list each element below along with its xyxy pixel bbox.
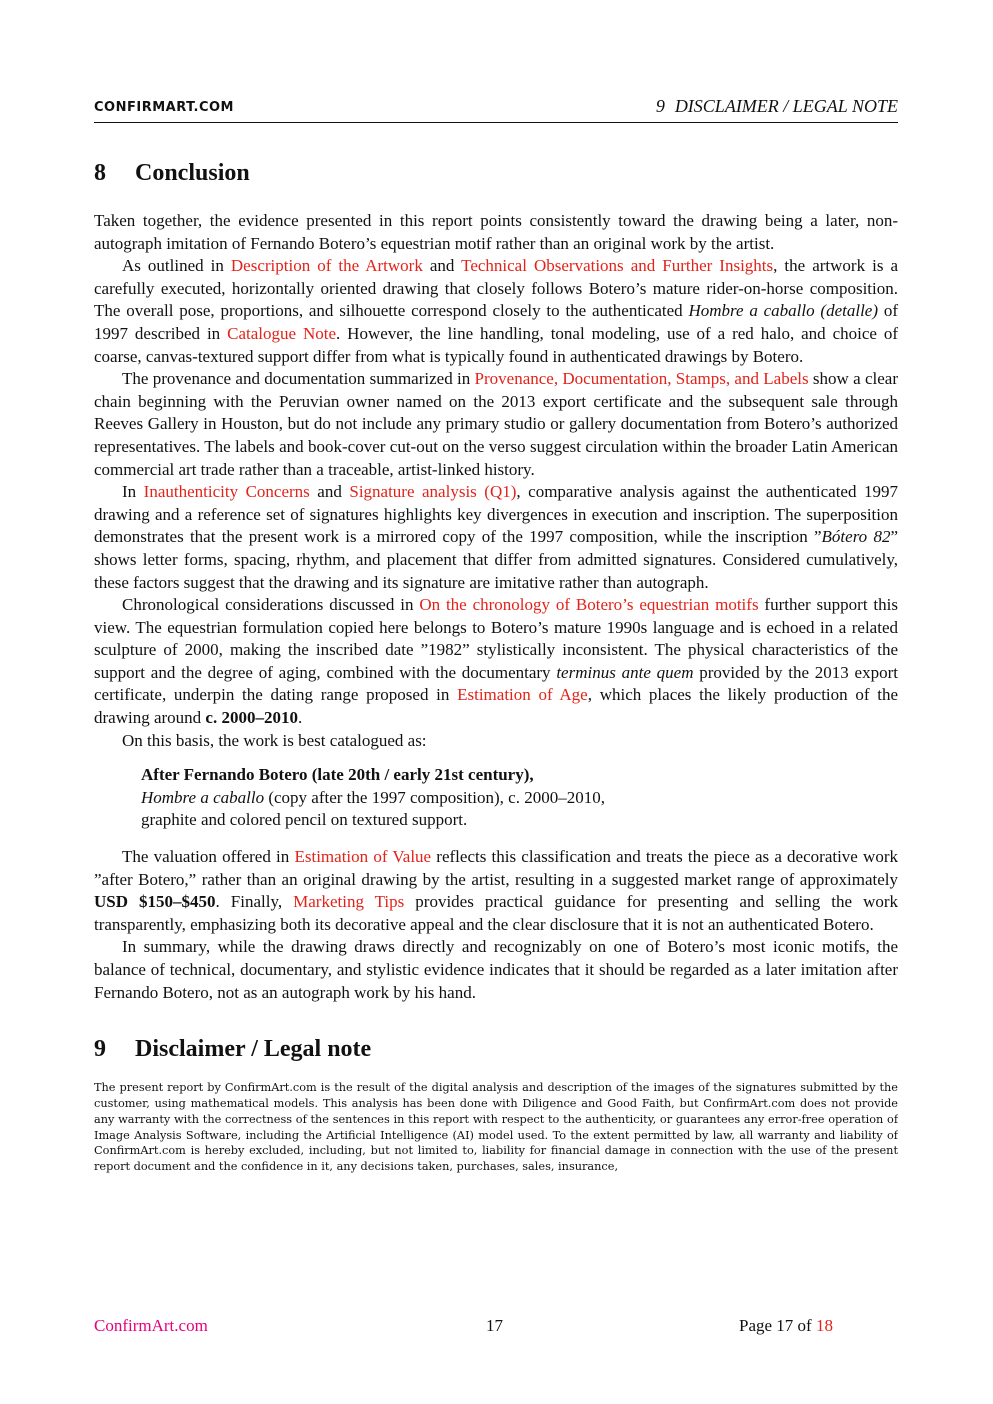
main-content <box>94 158 898 1174</box>
text-run: In <box>122 482 144 502</box>
text-run: of 1997 described in <box>94 301 898 343</box>
text-run: ” shows letter forms, spacing, rhythm, and placement that differ from admitted signatures. Considered cumulatively, these factors suggest that the drawing and its signature are imitative rather than autograph. <box>94 527 898 592</box>
footer-page-of <box>739 1316 833 1336</box>
link-marketing-tips[interactable]: Marketing Tips <box>293 892 405 912</box>
header-section-number: 9 <box>655 96 665 116</box>
catalogue-entry <box>141 764 898 832</box>
text-run: Chronological considerations discussed in <box>122 595 420 615</box>
disclaimer-text: The present report by ConfirmArt.com is the result of the digital analysis and description of the images of the signatures submitted by the customer, using mathematical models. This analysis has been done with Diligence and Good Faith, but ConfirmArt.com does not provide any warranty with the correctness of the sentences in this report with respect to the authenticity, or guarantees any error-free operation of Image Analysis Software, including the Artificial Intelligence (AI) model used. To the extent permitted by law, all warranty and liability of ConfirmArt.com is hereby excluded, including, but not limited to, liability for financial damage in connection with the use of the present report document and the confidence in it, any decisions taken, purchases, sales, insurance, <box>94 1081 898 1174</box>
text-run: Page 17 of <box>739 1316 816 1335</box>
catalogue-line-1: After Fernando Botero (late 20th / early 21st century), <box>141 765 534 785</box>
running-header <box>94 96 898 123</box>
section-8-title: Conclusion <box>135 160 250 186</box>
paragraph-5 <box>94 594 898 730</box>
text-run: and <box>422 256 462 276</box>
section-9-number: 9 <box>94 1036 106 1063</box>
text-run: . Finally, <box>215 892 294 912</box>
link-technical-observations[interactable]: Technical Observations and Further Insights <box>461 256 774 276</box>
italic-inscription: Bótero 82 <box>821 527 891 547</box>
text-run: provides practical guidance for presenting and selling the work transparently, emphasizing both its decorative appeal and the clear disclosure that it is not an authenticated Botero. <box>94 892 899 934</box>
catalogue-line-3: graphite and colored pencil on textured support. <box>141 810 468 830</box>
link-signature-analysis[interactable]: Signature analysis (Q1) <box>349 482 517 502</box>
italic-term: terminus ante quem <box>556 662 694 682</box>
section-9-title: Disclaimer / Legal note <box>135 1036 372 1063</box>
footer-total-pages-link[interactable]: 18 <box>815 1316 833 1335</box>
text-run: . <box>297 708 303 728</box>
text-run: further support this view. The equestrian formulation copied here belongs to Botero’s mature 1990s language and is echoed in a related sculpture of 2000, making the inscribed date ”1982” stylistically inconsistent. The physical characteristics of the support and the degree of aging, combined with the documentary <box>94 595 898 682</box>
paragraph-7 <box>94 846 898 936</box>
paragraph-8: In summary, while the drawing draws directly and recognizably on one of Botero’s most iconic motifs, the balance of technical, documentary, and stylistic evidence indicates that it should be regarded as a later imitation after Fernando Botero, not as an autograph work by his hand. <box>94 937 898 1002</box>
text-run: , the artwork is a carefully executed, horizontally oriented drawing that closely follows Botero’s mature rider-on-horse composition. The overall pose, proportions, and silhouette correspond closely to the authenticated <box>94 256 898 321</box>
section-8-number: 8 <box>94 160 106 186</box>
text-run: The valuation offered in <box>122 847 295 867</box>
section-9-heading <box>94 1034 898 1064</box>
header-section-label: DISCLAIMER / LEGAL NOTE <box>674 96 898 116</box>
date-range: c. 2000–2010 <box>205 708 298 728</box>
paragraph-4 <box>94 481 898 594</box>
catalogue-title: Hombre a caballo <box>141 787 265 807</box>
text-run: The provenance and documentation summarized in <box>122 369 475 389</box>
link-estimation-of-value[interactable]: Estimation of Value <box>294 847 432 867</box>
text-run: show a clear chain beginning with the Peruvian owner named on the 2013 export certificate and the subsequent sale through Reeves Gallery in Houston, but do not include any primary studio or gallery documentation from Botero’s authorized representatives. The labels and book-cover cut-out on the verso suggest circulation within the broader Latin American commercial art trade rather than a traceable, artist-linked history. <box>94 369 898 479</box>
catalogue-line-2 <box>141 787 898 810</box>
link-catalogue-note[interactable]: Catalogue Note <box>227 323 336 343</box>
price-range: USD $150–$450 <box>94 892 216 912</box>
text-run: , which places the likely production of the drawing around <box>94 685 898 728</box>
document-page <box>94 0 898 1404</box>
paragraph-6: On this basis, the work is best catalogued as: <box>122 730 427 750</box>
header-section-title <box>656 96 898 117</box>
section-8-heading <box>94 158 898 188</box>
footer-page-number: 17 <box>486 1316 503 1335</box>
text-run: provided by the 2013 export certificate, underpin the dating range proposed in <box>94 662 898 705</box>
page-footer <box>94 1316 898 1340</box>
text-run: . However, the line handling, tonal modeling, use of a red halo, and choice of coarse, canvas-textured support differ from what is typically found in authenticated drawings by Botero. <box>94 323 899 366</box>
paragraph-2 <box>94 255 898 368</box>
link-estimation-of-age[interactable]: Estimation of Age <box>457 685 588 705</box>
text-run: reflects this classification and treats the piece as a decorative work ”after Botero,” rather than an original drawing by the artist, resulting in a suggested market range of approximately <box>94 847 898 889</box>
italic-title: Hombre a caballo (detalle) <box>688 301 879 321</box>
link-provenance[interactable]: Provenance, Documentation, Stamps, and Labels <box>474 369 809 389</box>
text-run: , comparative analysis against the authenticated 1997 drawing and a reference set of signatures highlights key divergences in execution and inscription. The superposition demonstrates that the present work is a mirrored copy of the 1997 composition, while the inscription ” <box>94 482 898 547</box>
text-run: (copy after the 1997 composition), c. 2000–2010, <box>264 787 605 807</box>
paragraph-1: Taken together, the evidence presented in this report points consistently toward the drawing being a later, non-autograph imitation of Fernando Botero’s equestrian motif rather than an original work by the artist. <box>94 211 898 253</box>
text-run: As outlined in <box>122 256 231 276</box>
text-run: and <box>309 482 350 502</box>
paragraph-3 <box>94 368 898 481</box>
link-chronology[interactable]: On the chronology of Botero’s equestrian motifs <box>419 595 759 615</box>
footer-site-link[interactable]: ConfirmArt.com <box>94 1316 208 1335</box>
link-inauthenticity-concerns[interactable]: Inauthenticity Concerns <box>143 482 310 502</box>
link-description-of-artwork[interactable]: Description of the Artwork <box>230 256 423 276</box>
confirmart-logo: CONFIRMART.COM <box>94 100 234 115</box>
